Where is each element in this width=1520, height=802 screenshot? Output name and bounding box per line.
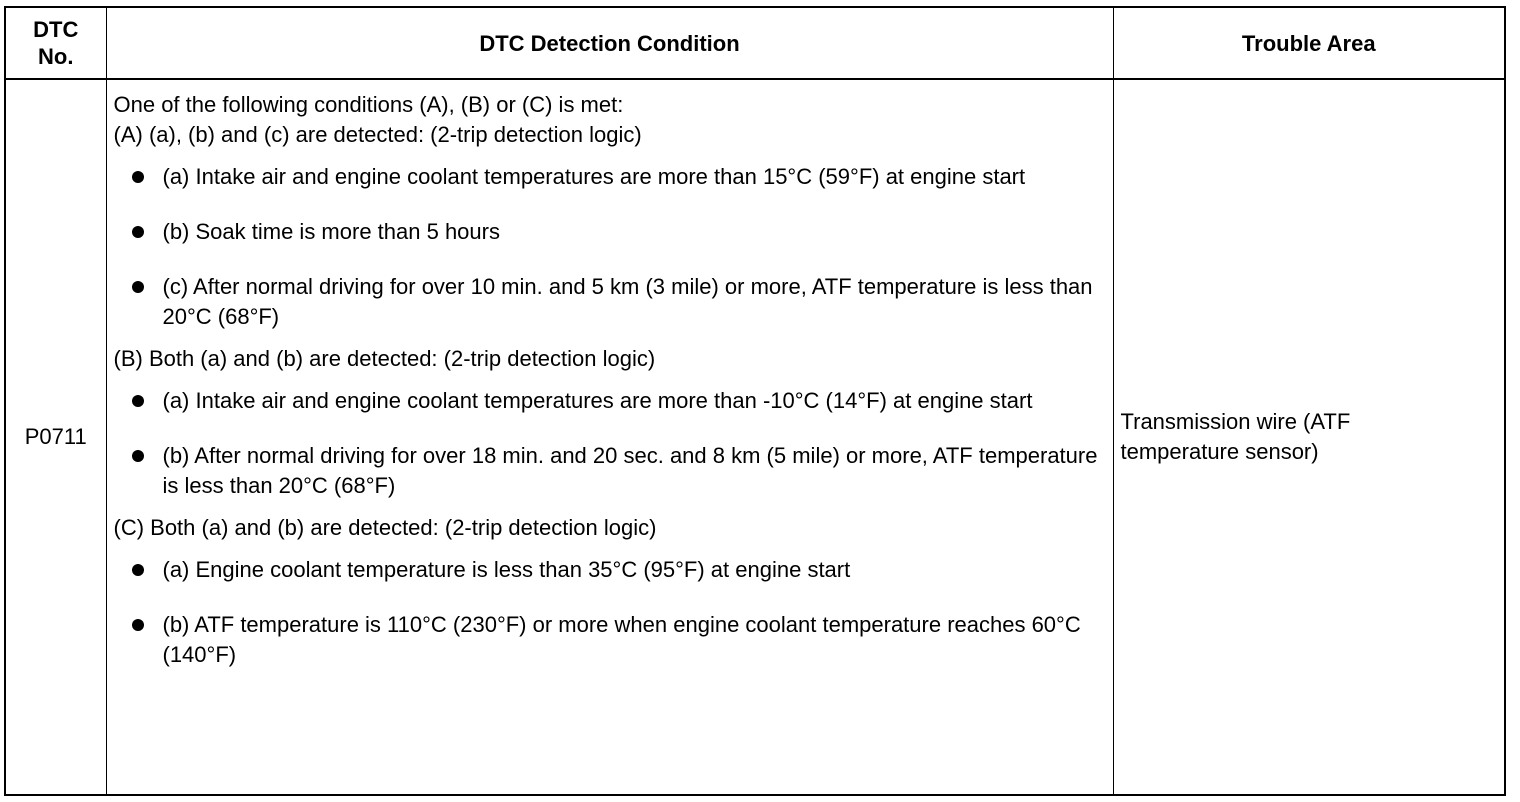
list-item-text: (b) Soak time is more than 5 hours (162, 219, 500, 244)
trouble-area-text: Transmission wire (ATF temperature sensor) (1120, 409, 1351, 464)
group-a-heading: (A) (a), (b) and (c) are detected: (2-trip detection logic) (113, 122, 642, 147)
list-item (114, 555, 1107, 585)
dtc-table (4, 6, 1506, 796)
header-dtc-no (5, 7, 106, 79)
list-item-text: (a) Intake air and engine coolant temperatures are more than 15°C (59°F) at engine start (162, 164, 1026, 189)
list-item-text: (c) After normal driving for over 10 min. and 5 km (3 mile) or more, ATF temperature is less than 20°C (68°F) (162, 274, 1093, 329)
list-item-text: (a) Engine coolant temperature is less than 35°C (95°F) at engine start (162, 557, 851, 582)
trouble-area-cell (1113, 79, 1505, 795)
group-c-list (114, 555, 1107, 670)
condition-intro: One of the following conditions (A), (B) or (C) is met: (113, 92, 624, 117)
header-trouble-area: Trouble Area (1113, 7, 1505, 79)
bullet-icon (132, 450, 144, 462)
bullet-icon (132, 619, 144, 631)
bullet-icon (132, 395, 144, 407)
list-item-text: (b) ATF temperature is 110°C (230°F) or more when engine coolant temperature reaches 60°C (140°F) (162, 612, 1081, 667)
list-item (114, 162, 1107, 192)
bullet-icon (132, 226, 144, 238)
list-item-text: (a) Intake air and engine coolant temperatures are more than -10°C (14°F) at engine start (162, 388, 1033, 413)
dtc-code: P0711 (5, 79, 106, 795)
bullet-icon (132, 281, 144, 293)
list-item (114, 441, 1107, 501)
group-c-heading: (C) Both (a) and (b) are detected: (2-trip detection logic) (113, 515, 657, 540)
header-dtc-no-line1: DTC (33, 17, 79, 42)
list-item (114, 386, 1107, 416)
detection-condition-cell (106, 79, 1113, 795)
group-b-list (114, 386, 1107, 501)
list-item (114, 217, 1107, 247)
table-row (5, 79, 1505, 795)
list-item (114, 610, 1107, 670)
header-dtc-no-line2: No. (38, 44, 74, 69)
header-condition: DTC Detection Condition (106, 7, 1113, 79)
list-item-text: (b) After normal driving for over 18 min. and 20 sec. and 8 km (5 mile) or more, ATF temperature is less than 20°C (68°F) (162, 443, 1098, 498)
list-item (114, 272, 1107, 332)
header-row (5, 7, 1505, 79)
group-b-heading: (B) Both (a) and (b) are detected: (2-trip detection logic) (113, 346, 656, 371)
bullet-icon (132, 171, 144, 183)
group-a-list (114, 162, 1107, 332)
bullet-icon (132, 564, 144, 576)
